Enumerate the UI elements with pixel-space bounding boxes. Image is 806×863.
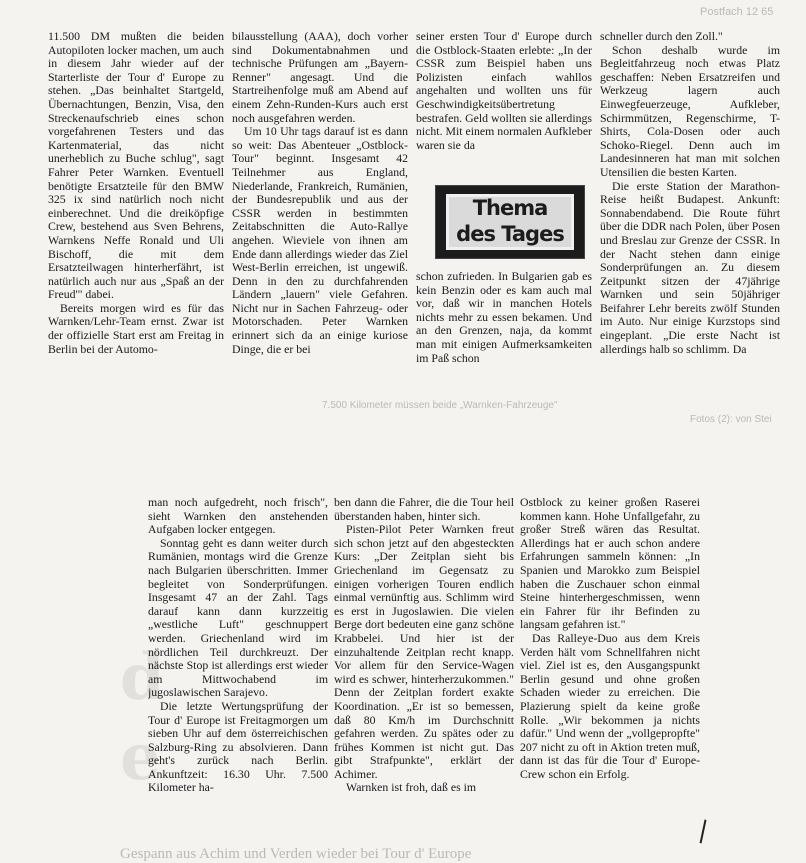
top-column-2: [232, 30, 408, 380]
paragraph: 11.500 DM mußten die beiden Autopiloten locker machen, um auch in diesem Jahr wieder auf der Starterliste der Tour d' Europe zu stehen. „Das beinhaltet Startgeld, Übernachtungen, Benzin, Visa, den Streckenaufschrieb eines schon vorgefahrenen Testers und das Kartenmaterial, das nicht unerheblich zu Buche schlug", sagt Fahrer Peter Warnken. Eventuell benötigte Ersatzteile für den BMW 325 ix sind natürlich noch nicht einberechnet. Und die dreiköpfige Crew, bestehend aus Sven Behrens, Warnkens Neffe Ronald und Uli Bischoff, die mit dem Ersatzteilwagen hinterherfährt, ist natürlich auch nur aus „Spaß an der Freud'" dabei.: [48, 30, 224, 302]
ghost-big-letters-1: d: [120, 640, 165, 715]
paragraph: man noch aufgedreht, noch frisch", sieht Warnken den anstehenden Aufgaben locker entgegen.: [148, 496, 328, 537]
paragraph: ben dann die Fahrer, die die Tour heil überstanden haben, hinter sich.: [334, 496, 514, 523]
thema-des-tages-panel: [446, 194, 574, 250]
top-column-4: [600, 30, 780, 380]
paragraph: Pisten-Pilot Peter Warnken freut sich schon jetzt auf den abgesteckten Kurs: „Der Zeitplan sieht bis Griechenland im Gegensatz zu einigen vorherigen Touren endlich einmal vernünftig aus. Schlimm wird es erst in Jugoslawien. Die vielen Berge dort bedeuten eine ganz schöne Krabbelei. Und hier ist der einzuhaltende Zeitplan recht knapp. Vor allem für den Service-Wagen wird es schwer, hinterherzukommen." Denn der Zeitplan fordert exakte Koordination. „Er ist so bemessen, daß 80 Km/h im Durchschnitt gefahren werden. Zu spätes oder zu frühes Kommen ist nicht gut. Das gibt Strafpunkte", erklärt der Achimer.: [334, 522, 514, 781]
top-column-1: [48, 30, 224, 380]
paragraph: Die letzte Wertungsprüfung der Tour d' Europe ist Freitagmorgen um sieben Uhr auf dem österreichischen Salzburg-Ring zu absolvieren. Dann geht's zurück nach Berlin. Ankunftzeit: 16.30 Uhr. 7.500 Kilometer ha-: [148, 698, 328, 795]
ghost-caption-1: 7.500 Kilometer müssen beide „Warnken-Fahrzeuge": [322, 400, 558, 411]
bottom-column-2: [334, 496, 514, 844]
ghost-postfach: Postfach 12 65: [700, 6, 774, 18]
ghost-big-letters-2: e: [120, 720, 161, 795]
paragraph: Bereits morgen wird es für das Warnken/Lehr-Team ernst. Zwar ist der offizielle Start erst am Freitag in Berlin bei der Automo-: [48, 300, 224, 356]
des-tages-label: des Tages: [456, 222, 564, 246]
paragraph: Schon deshalb wurde im Begleitfahrzeug noch etwas Platz geschaffen: Neben Ersatzreifen und Werkzeug lagern auch Einwegfeuerzeuge, Aufkleber, Schirmmützen, Regenschirme, T-Shirts, Cola-Dosen oder auch Schoko-Riegel. Denn auch im Landesinneren hat man mit solchen Utensilien die besten Karten.: [600, 42, 780, 179]
ghost-caption-2: Fotos (2): von Stei: [690, 414, 772, 425]
bottom-column-3: [520, 496, 700, 844]
bottom-column-1: [148, 496, 328, 844]
paragraph: Um 10 Uhr tags darauf ist es dann so weit: Das Abenteuer „Ostblock-Tour" beginnt. Insgesamt 42 Teilnehmer aus England, Niederlande, Frankreich, Rumänien, der Bundesrepublik und aus der CSSR werden in bestimmten Zeitabschnitten die Auto-Rallye angehen. Wieviele von ihnen am Ende dann allerdings wieder das Ziel West-Berlin erreichen, ist ungewiß. Denn in den zu durchfahrenden Ländern „lauern" viele Gefahren. Nicht nur in Sachen Fahrzeug- oder Motorschaden. Peter Warnken erinnert sich da an einige kuriose Dinge, die er bei: [232, 124, 408, 356]
paragraph: Warnken ist froh, daß es im: [346, 780, 477, 795]
top-column-3-lower: [416, 270, 592, 380]
paragraph: schon zufrieden. In Bulgarien gab es kein Benzin oder es kam auch mal vor, daß wir in manchen Hotels nichts mehr zu essen bekamen. Und an den Grenzen, naja, da kommt man mit einigen Aufmerksamkeiten im Paß schon: [416, 270, 592, 365]
paragraph: Ostblock zu keiner großen Raserei kommen kann. Hohe Unfallgefahr, zu großer Streß wären das Resultat. Allerdings hat er auch schon andere Erfahrungen sammeln können: „In Spanien und Marokko zum Beispiel haben die Zuschauer schon einmal Steine hinterhergeschmissen, wenn ein Fahrer für ihr Befinden zu langsam gefahren ist.": [520, 496, 700, 632]
paragraph: schneller durch den Zoll.": [600, 30, 723, 43]
pen-stroke-mark: [700, 820, 712, 845]
thema-des-tages-box: [435, 185, 585, 259]
thema-label: Thema: [472, 196, 548, 220]
paragraph: Das Ralleye-Duo aus dem Kreis Verden hält vom Schnellfahren nicht viel. Ziel ist es, den Ausgangspunkt Berlin gesund und ohne großen Schaden wieder zu erreichen. Die Plazierung spielt da keine große Rolle. „Wir bekommen ja nichts dafür." Und wenn der „vollgepropfte" 207 nicht zu oft in Aktion treten muß, dann ist das für die Tour d' Europe-Crew schon ein Erfolg.: [520, 630, 700, 781]
top-column-3-upper: [416, 30, 592, 176]
paragraph: Die erste Station der Marathon-Reise heißt Budapest. Ankunft: Sonnabendabend. Die Route führt über die DDR nach Polen, über Posen und Breslau zur Grenze der CSSR. In der Nacht stehen dann einige Sonderprüfungen an. Zu diesem Zeitpunkt sitzen der 47jährige Warnken und sein 50jähriger Beifahrer Lehr bereits zwölf Stunden im Auto. Nur einige Kurzstops sind eingeplant. „Die erste Nacht ist allerdings halb so schlimm. Da: [600, 178, 780, 356]
paragraph: Sonntag geht es dann weiter durch Rumänien, montags wird die Grenze nach Bulgarien überschritten. Immer begleitet von Sonderprüfungen. Insgesamt 47 an der Zahl. Tags darauf kann dann kurzzeitig „westliche Luft" geschnuppert werden. Griechenland wird im nördlichen Teil durchkreuzt. Der nächste Stop ist allerdings erst wieder am Mittwochabend im jugoslawischen Sarajevo.: [148, 535, 328, 700]
paragraph: seiner ersten Tour d' Europe durch die Ostblock-Staaten erlebte: „In der CSSR zum Beispiel haben uns Polizisten einfach wahllos angehalten und wollten uns für Geschwindigkeitsübertretung bestrafen. Geld wollten sie allerdings nicht. Mit einem normalen Aufkleber waren sie da: [416, 30, 592, 152]
paragraph: bilausstellung (AAA), doch vorher sind Dokumentabnahmen und technische Prüfungen am „Bayern-Renner" angesagt. Und die Startreihenfolge muß am Abend auf einem Zehn-Runden-Kurs auch erst noch ausgefahren werden.: [232, 30, 408, 125]
ghost-bottom-headline: Gespann aus Achim und Verden wieder bei Tour d' Europe: [120, 846, 472, 862]
